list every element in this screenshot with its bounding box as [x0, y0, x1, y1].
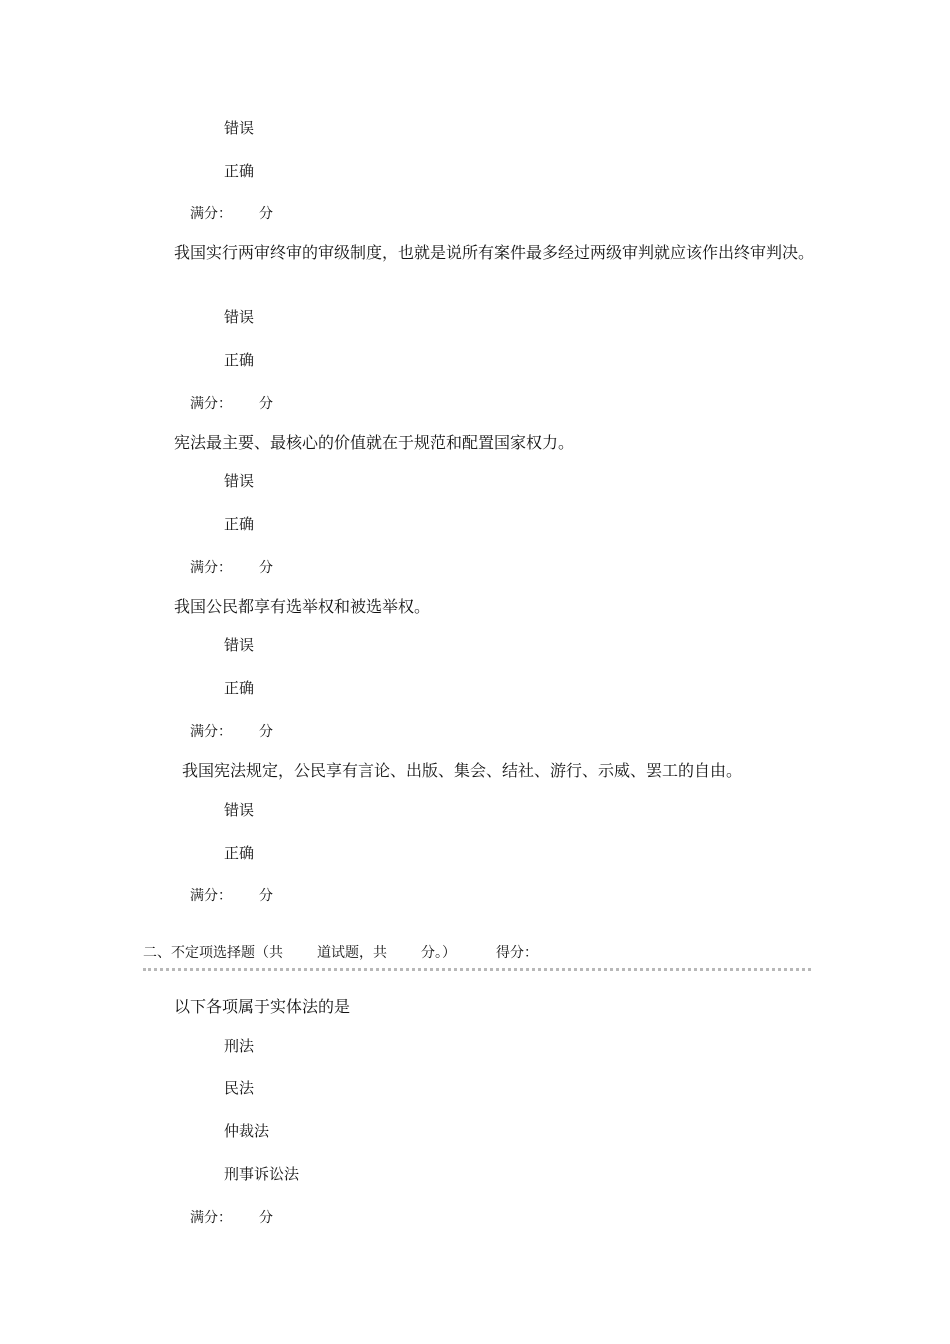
- score-unit: 分: [259, 560, 273, 576]
- score-unit: 分: [259, 888, 273, 904]
- section-title-part: 道试题，共: [317, 945, 387, 961]
- score-unit: 分: [259, 396, 273, 412]
- option-correct[interactable]: 正确: [224, 679, 255, 697]
- score-unit: 分: [259, 724, 273, 740]
- question-text: 我国实行两审终审的审级制度，也就是说所有案件最多经过两级审判就应该作出终审判决。: [174, 243, 815, 262]
- section-heading: [143, 946, 538, 960]
- option-c[interactable]: 仲裁法: [224, 1122, 270, 1140]
- score-unit: 分: [259, 1210, 273, 1226]
- score-label: 满分：: [190, 724, 232, 740]
- option-correct[interactable]: 正确: [224, 351, 255, 369]
- score-label: 满分：: [190, 206, 232, 222]
- question-text: 我国公民都享有选举权和被选举权。: [174, 597, 431, 616]
- score-label: 满分：: [190, 560, 232, 576]
- section-score-label: 得分：: [496, 945, 538, 961]
- option-correct[interactable]: 正确: [224, 844, 255, 862]
- option-wrong[interactable]: 错误: [224, 119, 255, 137]
- section-divider: [143, 968, 811, 971]
- option-wrong[interactable]: 错误: [224, 472, 255, 490]
- question-text: 宪法最主要、最核心的价值就在于规范和配置国家权力。: [174, 433, 575, 452]
- option-wrong[interactable]: 错误: [224, 801, 255, 819]
- option-wrong[interactable]: 错误: [224, 308, 255, 326]
- section-title-part: 二、不定项选择题（共: [143, 945, 283, 961]
- score-label: 满分：: [190, 1210, 232, 1226]
- score-label: 满分：: [190, 888, 232, 904]
- question-text: 以下各项属于实体法的是: [174, 997, 351, 1016]
- section-title-part: 分。）: [421, 945, 456, 961]
- option-correct[interactable]: 正确: [224, 515, 255, 533]
- score-label: 满分：: [190, 396, 232, 412]
- option-d[interactable]: 刑事诉讼法: [224, 1165, 300, 1183]
- option-correct[interactable]: 正确: [224, 162, 255, 180]
- option-a[interactable]: 刑法: [224, 1037, 255, 1055]
- question-text: 我国宪法规定，公民享有言论、出版、集会、结社、游行、示威、罢工的自由。: [182, 761, 743, 780]
- option-b[interactable]: 民法: [224, 1079, 255, 1097]
- score-unit: 分: [259, 206, 273, 222]
- option-wrong[interactable]: 错误: [224, 636, 255, 654]
